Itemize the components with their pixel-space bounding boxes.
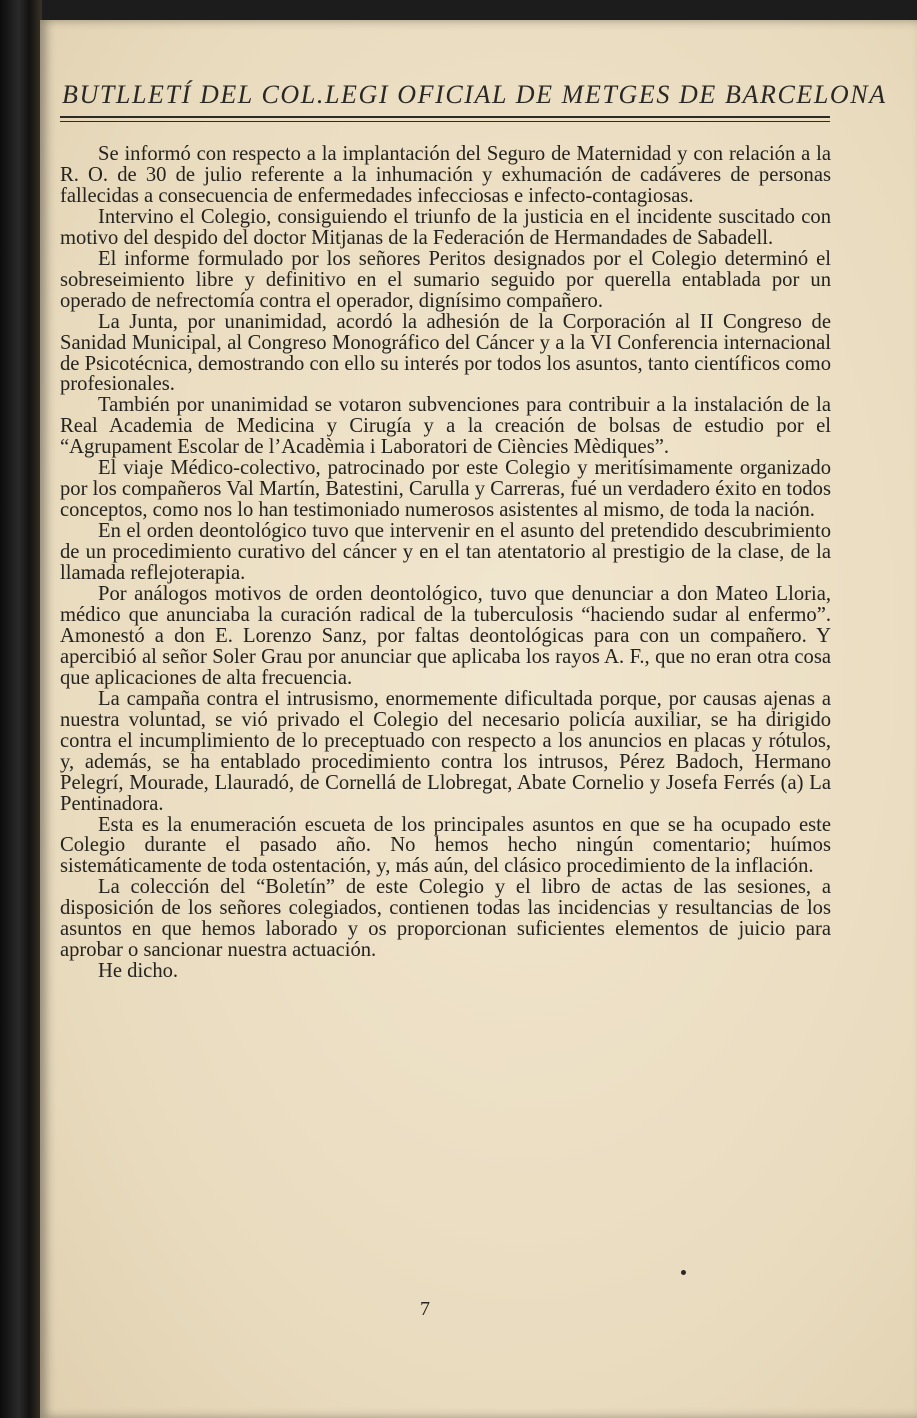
paragraph: Intervino el Colegio, consiguiendo el triunfo de la justicia en el incidente suscitado con motivo del despido del doctor Mitjanas de la Federación de Hermandades de Sabadell. — [60, 205, 831, 249]
ink-speck — [681, 1270, 686, 1275]
running-header: BUTLLETÍ DEL COL.LEGI OFICIAL DE METGES DE BARCELONA — [62, 80, 887, 109]
paragraph: La colección del “Boletín” de este Colegio y el libro de actas de las sesiones, a disposición de los señores colegiados, contienen todas las incidencias y resultancias de los asuntos en que hemos laborado y os proporcionan suficientes elementos de juicio para aprobar o sancionar nuestra actuación. — [60, 876, 831, 962]
paragraph: Se informó con respecto a la implantación del Seguro de Maternidad y con relación a la R. O. de 30 de julio referente a la inhumación y exhumación de cadáveres de personas fallecidas a consecuencia de enfermedades infecciosas e infecto-contagiosas. — [60, 143, 831, 207]
paragraph: En el orden deontológico tuvo que intervenir en el asunto del pretendido descubrimiento de un procedimiento curativo del cáncer y en el tan atentatorio al prestigio de la clase, de la llamada reflejoterapia. — [60, 520, 831, 585]
body-text — [60, 144, 831, 982]
paragraph: El viaje Médico-colectivo, patrocinado por este Colegio y meritísimamente organizado por los compañeros Val Martín, Batestini, Carulla y Carreras, fué un verdadero éxito en todos conceptos, como nos lo han testimoniado numerosos asistentes al mismo, de toda la nación. — [60, 457, 831, 522]
paragraph: Esta es la enumeración escueta de los principales asuntos en que se ha ocupado este Colegio durante el pasado año. No hemos hecho ningún comentario; huímos sistemáticamente de toda ostentación, y, más aún, del clásico procedimiento de la inflación. — [60, 813, 831, 878]
header-rule-thick — [60, 116, 830, 118]
closing-line: He dicho. — [98, 960, 179, 983]
paragraph: También por unanimidad se votaron subvenciones para contribuir a la instalación de la Real Academia de Medicina y Cirugía y a la creación de bolsas de estudio por el “Agrupament Escolar de l’Acadèmia i Laboratori de Ciències Mèdiques”. — [60, 394, 831, 459]
document-page — [40, 20, 917, 1418]
header-rule-thin — [60, 121, 830, 122]
paragraph: El informe formulado por los señores Peritos designados por el Colegio determinó el sobreseimiento libre y definitivo en el sumario seguido por querella entablada por un operado de nefrectomía contra el operador, dignísimo compañero. — [60, 247, 831, 312]
page-number: 7 — [420, 1298, 430, 1320]
book-binding-edge — [0, 0, 42, 1418]
paragraph: Por análogos motivos de orden deontológico, tuvo que denunciar a don Mateo Lloria, médico que anunciaba la curación radical de la tuberculosis “haciendo sudar al enfermo”. Amonestó a don E. Lorenzo Sanz, por faltas deontológicas para con un compañero. Y apercibió al señor Soler Grau por anunciar que aplicaba los rayos A. F., que no eran otra cosa que aplicaciones de alta frecuencia. — [60, 583, 831, 689]
paragraph: La Junta, por unanimidad, acordó la adhesión de la Corporación al II Congreso de Sanidad Municipal, al Congreso Monográfico del Cáncer y a la VI Conferencia internacional de Psicotécnica, demostrando con ello su interés por todos los asuntos, tanto científicos como profesionales. — [60, 310, 831, 396]
paragraph: La campaña contra el intrusismo, enormemente dificultada porque, por causas ajenas a nuestra voluntad, se vió privado el Colegio del necesario policía auxiliar, se ha dirigido contra el incumplimiento de lo preceptuado con respecto a los anuncios en placas y rótulos, y, además, se ha entablado procedimiento contra los intrusos, Pérez Badoch, Hermano Pelegrí, Mourade, Llauradó, de Cornellá de Llobregat, Abate Cornelio y Josefa Ferrés (a) La Pentinadora. — [60, 687, 831, 815]
